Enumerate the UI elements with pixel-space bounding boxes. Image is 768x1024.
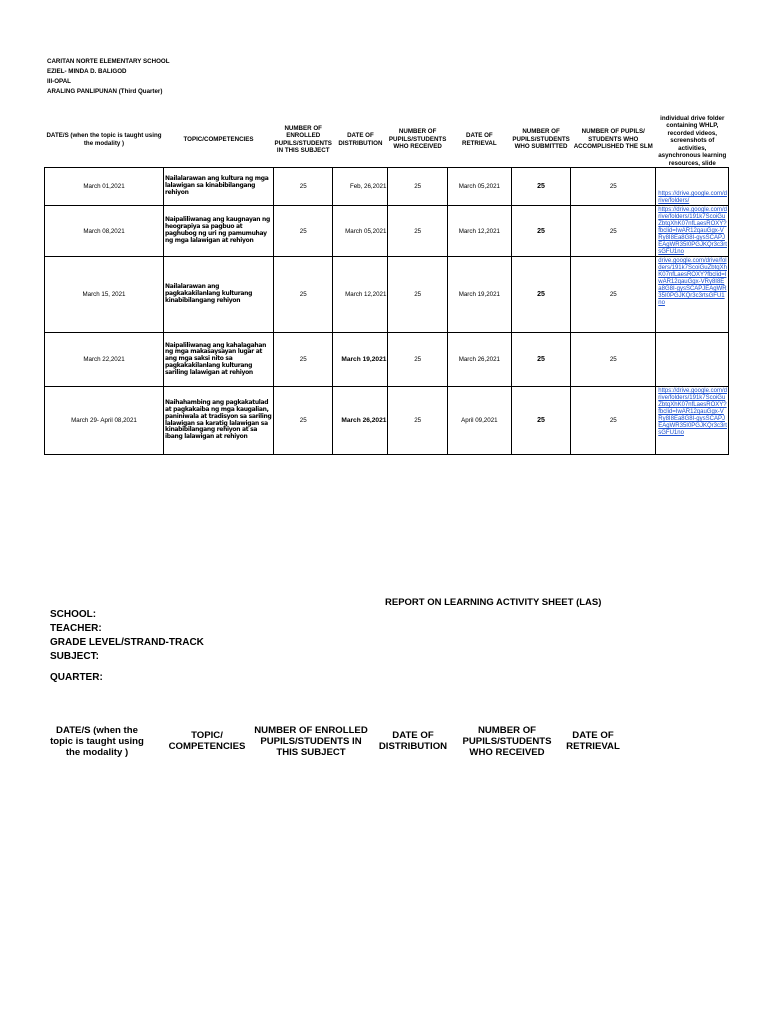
cell-accomplished: 25	[571, 257, 656, 333]
drive-link[interactable]: https://drive.google.com/drive/folders/191k7ScoiGuZbtqXhK07nfLaesROXY?fbclid=IwAR12qauGgx-VRy8I8Ea8G8I-gysSCAPJEAgWR35I0PGJKQr3c3rtsGFU1no	[656, 387, 729, 455]
cell-date: March 08,2021	[45, 206, 164, 257]
col-header-received: NUMBER OF PUPILS/STUDENTS WHO RECEIVED	[388, 128, 447, 151]
cell-date: March 01,2021	[45, 168, 164, 206]
label-school: SCHOOL:	[50, 609, 97, 620]
cell-submitted: 25	[511, 257, 570, 333]
table-row	[45, 333, 729, 387]
cell-retrieval: April 09,2021	[447, 387, 511, 455]
table-row	[45, 206, 729, 257]
cell-distribution: March 19,2021	[333, 333, 388, 387]
section-name: III-OPAL	[47, 78, 71, 85]
cell-topic: Naipaliliwanag ang kaugnayan ng heograpiya sa pagbuo at paghubog ng uri ng pamumuhay ng mga lalawigan at rehiyon	[164, 206, 274, 257]
label-grade-level: GRADE LEVEL/STRAND-TRACK	[50, 637, 204, 648]
drive-link[interactable]: https://drive.google.com/drive/folders/191k7ScoiGuZbtqXhK07nfLaesROXY?fbclid=IwAR12qauGgx-VRy8I8Ea8G8I-gysSCAPJEAgWR35I0PGJKQr3c3rtsGFU1no	[656, 206, 729, 257]
report-col-retrieval: DATE OF RETRIEVAL	[566, 730, 620, 752]
col-header-date: DATE/S (when the topic is taught using the modality )	[46, 132, 162, 147]
cell-enrolled: 25	[274, 168, 333, 206]
cell-distribution: March 05,2021	[333, 206, 388, 257]
cell-date: March 22,2021	[45, 333, 164, 387]
cell-topic: Nailalarawan ang kultura ng mga lalawigan sa kinabibilangang rehiyon	[164, 168, 274, 206]
cell-enrolled: 25	[274, 257, 333, 333]
drive-link[interactable]	[656, 333, 729, 387]
cell-received: 25	[388, 387, 447, 455]
cell-enrolled: 25	[274, 387, 333, 455]
document-header	[47, 57, 170, 97]
cell-date: March 29- April 08,2021	[45, 387, 164, 455]
cell-retrieval: March 12,2021	[447, 206, 511, 257]
cell-enrolled: 25	[274, 206, 333, 257]
table-row	[45, 257, 729, 333]
table-row	[45, 387, 729, 455]
drive-link[interactable]: https://drive.google.com/drive/folders/	[656, 168, 729, 206]
drive-link[interactable]: drive.google.com/drive/folders/191k7ScoiGuZbtqXhK07nfLaesROXY?fbclid=IwAR12qauGgx-VRy8I8Ea8G8I-gysSCAPJEAgWR35I0PGJKQr3c3rtsGFU1no	[656, 257, 729, 333]
cell-topic: Naipaliliwanag ang kahalagahan ng mga makasaysayan lugar at ang mga saksi nito sa pagkakakilanlang kulturang sariling lalawigan at rehiyon	[164, 333, 274, 387]
cell-submitted: 25	[511, 206, 570, 257]
cell-received: 25	[388, 168, 447, 206]
cell-submitted: 25	[511, 387, 570, 455]
col-header-topic: TOPIC/COMPETENCIES	[183, 135, 254, 143]
cell-received: 25	[388, 257, 447, 333]
col-header-retrieval: DATE OF RETRIEVAL	[462, 132, 497, 147]
col-header-enrolled: NUMBER OF ENROLLED PUPILS/STUDENTS IN THIS SUBJECT	[274, 124, 332, 154]
cell-date: March 15, 2021	[45, 257, 164, 333]
cell-distribution: Feb, 26,2021	[333, 168, 388, 206]
report-title: REPORT ON LEARNING ACTIVITY SHEET (LAS)	[385, 597, 602, 608]
report-form-labels	[50, 608, 204, 685]
cell-distribution: March 12,2021	[333, 257, 388, 333]
report-col-distribution: DATE OF DISTRIBUTION	[378, 730, 448, 752]
label-teacher: TEACHER:	[50, 623, 102, 634]
school-name: CARITAN NORTE ELEMENTARY SCHOOL	[47, 58, 170, 65]
label-subject: SUBJECT:	[50, 651, 99, 662]
cell-received: 25	[388, 333, 447, 387]
cell-submitted: 25	[511, 333, 570, 387]
table-header-row	[45, 112, 729, 168]
cell-received: 25	[388, 206, 447, 257]
cell-topic: Nailalarawan ang pagkakakilanlang kulturang kinabibilangang rehiyon	[164, 257, 274, 333]
cell-submitted: 25	[511, 168, 570, 206]
cell-accomplished: 25	[571, 387, 656, 455]
cell-retrieval: March 05,2021	[447, 168, 511, 206]
cell-accomplished: 25	[571, 168, 656, 206]
col-header-drive-folder: individual drive folder containing WHLP, recorded videos, screenshots of activities, asynchronous learning resources, slide	[658, 114, 727, 167]
cell-retrieval: March 19,2021	[447, 257, 511, 333]
cell-accomplished: 25	[571, 206, 656, 257]
cell-topic: Naihahambing ang pagkakatulad at pagkakaiba ng mga kaugalian, paniniwala at tradisyon sa sariling lalawigan sa karatig lalawigan sa kinabibilangang rehiyon at sa ibang lalawigan at rehiyon	[164, 387, 274, 455]
teacher-name: EZIEL- MINDA D. BALIGOD	[47, 68, 127, 75]
cell-enrolled: 25	[274, 333, 333, 387]
report-col-topic: TOPIC/ COMPETENCIES	[168, 730, 246, 752]
subject-name: ARALING PANLIPUNAN (Third Quarter)	[47, 88, 163, 95]
report-col-received: NUMBER OF PUPILS/STUDENTS WHO RECEIVED	[462, 725, 552, 758]
cell-accomplished: 25	[571, 333, 656, 387]
col-header-distribution: DATE OF DISTRIBUTION	[338, 132, 383, 147]
label-quarter: QUARTER:	[50, 672, 103, 683]
table-row	[45, 168, 729, 206]
las-table	[44, 112, 729, 455]
col-header-accomplished: NUMBER OF PUPILS/ STUDENTS WHO ACCOMPLISHED THE SLM	[573, 128, 653, 151]
report-col-date: DATE/S (when the topic is taught using the modality )	[50, 725, 144, 758]
cell-distribution: March 26,2021	[333, 387, 388, 455]
report-col-enrolled: NUMBER OF ENROLLED PUPILS/STUDENTS IN THIS SUBJECT	[254, 725, 368, 758]
cell-retrieval: March 26,2021	[447, 333, 511, 387]
col-header-submitted: NUMBER OF PUPILS/STUDENTS WHO SUBMITTED	[512, 128, 570, 151]
